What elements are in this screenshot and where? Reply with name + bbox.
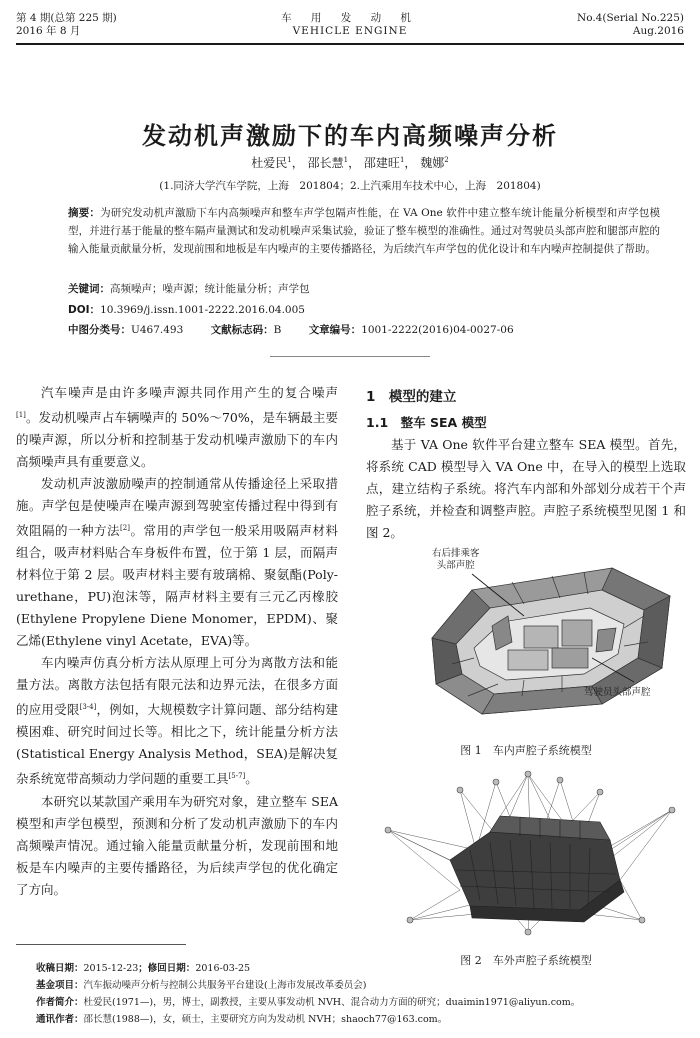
- section-1: [366, 386, 686, 544]
- journal-name-cn: 车 用 发 动 机: [281, 12, 419, 24]
- abstract-divider: [270, 356, 430, 357]
- clc-number: U467.493: [131, 324, 184, 336]
- subsection-heading: 1.1 整车 SEA 模型: [366, 415, 487, 430]
- footnote-author: 作者简介：杜爱民(1971—)，男，博士，副教授，主要从事发动机 NVH、混合动力方面的研究；duaimin1971@aliyun.com。: [36, 997, 581, 1008]
- classification-line: 中图分类号：U467.493 文献标志码：B 文章编号：1001-2222(2016)04-0027-06: [68, 324, 514, 336]
- figure-1-caption: 图 1 车内声腔子系统模型: [460, 744, 592, 757]
- figure-2-caption: 图 2 车外声腔子系统模型: [460, 954, 592, 967]
- intro-paragraph: 汽车噪声是由许多噪声源共同作用产生的复合噪声[1]。发动机噪声占车辆噪声的 50%～70%，是车辆最主要的噪声源，所以分析和控制基于发动机噪声激励下的车内高频噪声具有重要意义。: [16, 385, 338, 470]
- intro-paragraph: 发动机声波激励噪声的控制通常从传播途径上采取措施。声学包是使噪声在噪声源到驾驶室传播过程中得到有效阻隔的一种方法[2]。常用的声学包一般采用吸隔声材料组合，吸声材料贴合车身板件布置，位于第 1 层，而隔声材料位于第 2 层。吸声材料主要有玻璃棉、聚氨酯(Poly-urethane，PU)泡沫等，隔声材料主要有三元乙丙橡胶(Ethylene Propylene Diene Monomer，EPDM)、聚乙烯(Ethylene vinyl Acetate，EVA)等。: [16, 476, 338, 649]
- author-name: 邵建旺: [363, 156, 400, 170]
- introduction: [16, 382, 338, 901]
- journal-name-en: VEHICLE ENGINE: [292, 25, 408, 37]
- author-list: 杜爱民$^1$， 邵长慧$^1$， 邵建旺$^1$， 魏娜$^2$: [251, 156, 449, 170]
- figure-1-label-rear: 右后排乘客 头部声腔: [432, 548, 480, 571]
- author-name: 魏娜: [420, 156, 445, 170]
- abstract-label: 摘要：: [68, 207, 101, 219]
- figure-2-exterior-cavities: [380, 770, 680, 936]
- journal-name: [200, 12, 500, 38]
- doi-text[interactable]: 10.3969/j.issn.1001-2222.2016.04.005: [100, 304, 305, 316]
- abstract-text: 为研究发动机声激励下车内高频噪声和整车声学包隔声性能，在 VA One 软件中建立整车统计能量分析模型和声学包模型，并进行基于能量的整车隔声量测试和发动机噪声采集试验，验证了整车模型的准确性。通过对驾驶员头部声腔和腿部声腔的输入能量贡献量分析，发现前围和地板是车内噪声的主要传播路径，为后续汽车声学包的优化设计和车内噪声控制提供了帮助。: [68, 207, 660, 255]
- header-rule: [16, 43, 684, 45]
- footnote-rule: [16, 944, 186, 945]
- issue-info-right: [577, 12, 684, 38]
- abstract: [68, 204, 660, 258]
- exterior-cavity-blocks: [450, 816, 624, 922]
- figure-1-label-driver: 驾驶员头部声腔: [584, 687, 651, 698]
- affiliations: (1.同济大学汽车学院，上海 201804；2.上汽乘用车技术中心，上海 201804): [159, 180, 541, 192]
- footnote-fund: 基金项目：汽车振动噪声分析与控制公共服务平台建设(上海市发展改革委员会): [36, 980, 367, 991]
- keywords-text: 高频噪声；噪声源；统计能量分析；声学包: [110, 283, 310, 295]
- intro-paragraph: 车内噪声仿真分析方法从原理上可分为离散方法和能量方法。离散方法包括有限元法和边界元法，在很多方面的应用受限[3-4]，例如，大规模数字计算问题、部分结构建模困难、研究时间过长等。相比之下，统计能量分析方法(Statistical Energy Analysis Method，SEA)是解决复杂系统宽带高频动力学问题的重要工具[5-7]。: [16, 655, 338, 787]
- issue-info-left: [16, 12, 117, 38]
- issue-date: 2016 年 8 月: [16, 25, 81, 37]
- paper-title: 发动机声激励下的车内高频噪声分析: [142, 122, 558, 150]
- issue-serial: No.4(Serial No.225): [577, 12, 684, 24]
- issue-number: 第 4 期(总第 225 期): [16, 12, 117, 24]
- keywords: 关键词：高频噪声；噪声源；统计能量分析；声学包: [68, 283, 310, 295]
- section-paragraph: 基于 VA One 软件平台建立整车 SEA 模型。首先，将系统 CAD 模型导入 VA One 中，在导入的模型上选取点，建立结构子系统。将汽车内部和外部划分成若干个声腔子系统，并检查和调整声腔。声腔子系统模型见图 1 和图 2。: [366, 437, 686, 540]
- author-name: 杜爱民: [251, 156, 288, 170]
- article-number: 1001-2222(2016)04-0027-06: [361, 324, 514, 336]
- intro-paragraph: 本研究以某款国产乘用车为研究对象，建立整车 SEA 模型和声学包模型，预测和分析了发动机声激励下的车内高频噪声情况。通过输入能量贡献量分析，发现前围和地板是车内噪声的主要传播路径，为后续声学包的优化确定了方向。: [16, 793, 338, 897]
- author-name: 邵长慧: [307, 156, 344, 170]
- footnote-received: 收稿日期：2015-12-23；修回日期：2016-03-25: [36, 963, 251, 974]
- doi: DOI：10.3969/j.issn.1001-2222.2016.04.005: [68, 304, 305, 316]
- issue-date-en: Aug.2016: [632, 25, 684, 37]
- section-heading: 1 模型的建立: [366, 389, 457, 405]
- doc-code: B: [273, 324, 282, 336]
- footnote-corresponding: 通讯作者：邵长慧(1988—)，女，硕士，主要研究方向为发动机 NVH；shaoch77@163.com。: [36, 1014, 448, 1025]
